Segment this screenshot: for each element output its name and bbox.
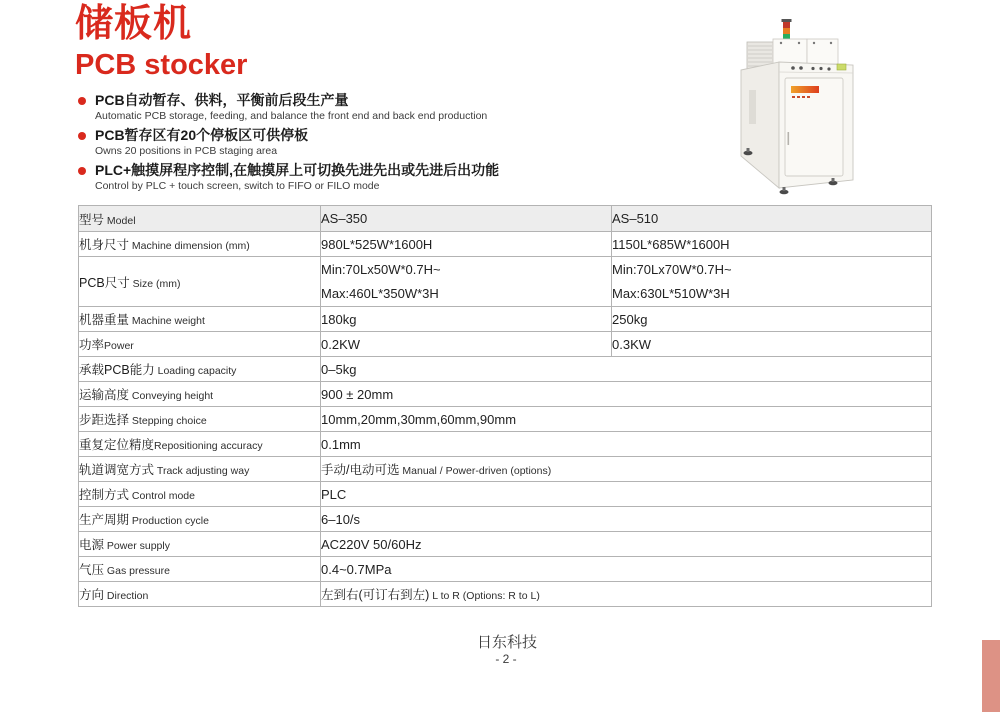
cell-value-as350: 0.2KW <box>321 332 612 357</box>
table-row <box>79 232 932 257</box>
row-label-en: Loading capacity <box>154 365 237 377</box>
row-label-zh: 重复定位精度 <box>79 438 155 452</box>
cell-value-shared <box>321 582 932 607</box>
row-label-en: Power <box>104 340 134 352</box>
feature-text-zh: PLC+触摸屏程序控制,在触摸屏上可切换先进先出或先进后出功能 <box>95 162 500 178</box>
cell-value-shared: 6–10/s <box>321 507 932 532</box>
row-label-zh: 型号 <box>79 212 105 227</box>
row-label-zh: 机身尺寸 <box>79 238 130 252</box>
cell-value-shared: 0.4~0.7MPa <box>321 557 932 582</box>
cell-value-shared: 0–5kg <box>321 357 932 382</box>
row-label-en: Gas pressure <box>104 565 170 577</box>
row-label-zh: 承载PCB能力 <box>79 363 155 377</box>
cell-value-zh: 左到右(可订右到左) <box>321 588 430 602</box>
row-label-zh: 电源 <box>79 538 105 552</box>
cell-value-shared: 900 ± 20mm <box>321 382 932 407</box>
row-label-zh: 机器重量 <box>79 313 130 327</box>
page-title-zh: 储板机 <box>75 3 193 45</box>
feature-text-en: Control by PLC + touch screen, switch to FIFO or FILO mode <box>95 180 380 192</box>
feature-text-zh: PCB自动暂存、供料，平衡前后段生产量 <box>95 92 349 108</box>
table-row <box>79 332 932 357</box>
table-row <box>79 407 932 432</box>
feature-text-en: Owns 20 positions in PCB staging area <box>95 145 278 157</box>
feature-item <box>78 92 698 122</box>
pcb-size-max: Max:630L*510W*3H <box>612 285 730 301</box>
pcb-size-min: Min:70Lx70W*0.7H~ <box>612 261 732 277</box>
row-label-zh: 运输高度 <box>79 388 130 402</box>
table-row <box>79 257 932 307</box>
cell-value-en: L to R (Options: R to L) <box>429 590 540 602</box>
cell-value-shared: AC220V 50/60Hz <box>321 532 932 557</box>
row-label-zh: 步距选择 <box>79 413 130 427</box>
row-label-zh: 控制方式 <box>79 488 130 502</box>
table-row <box>79 507 932 532</box>
table-row <box>79 482 932 507</box>
cell-value-as510: 0.3KW <box>612 332 932 357</box>
table-row <box>79 382 932 407</box>
row-label-zh: 生产周期 <box>79 513 130 527</box>
table-header-row <box>79 206 932 232</box>
cell-value-shared: PLC <box>321 482 932 507</box>
spec-table <box>78 205 932 607</box>
row-label-en: Stepping choice <box>129 415 207 427</box>
model-as510-header: AS–510 <box>612 206 932 232</box>
row-label-en: Conveying height <box>129 390 214 402</box>
table-row <box>79 582 932 607</box>
row-label-en: Machine dimension (mm) <box>129 240 250 252</box>
row-label-zh: 气压 <box>79 563 105 577</box>
bullet-dot-icon <box>78 132 86 140</box>
row-label-zh: PCB尺寸 <box>79 275 130 290</box>
cell-value-as350: 180kg <box>321 307 612 332</box>
row-label-zh: 功率 <box>79 338 105 352</box>
side-accent-strip <box>982 640 1000 712</box>
cell-value-shared: 0.1mm <box>321 432 932 457</box>
table-row <box>79 457 932 482</box>
feature-text-zh: PCB暂存区有20个停板区可供停板 <box>95 127 309 143</box>
feature-item <box>78 127 698 157</box>
row-label-en: Machine weight <box>129 315 205 327</box>
product-photo <box>735 6 887 198</box>
model-as350-header: AS–350 <box>321 206 612 232</box>
cell-value-shared <box>321 457 932 482</box>
row-label-en: Track adjusting way <box>154 465 250 477</box>
cell-value-shared: 10mm,20mm,30mm,60mm,90mm <box>321 407 932 432</box>
table-row <box>79 357 932 382</box>
row-label-en: Model <box>104 214 136 227</box>
bullet-dot-icon <box>78 97 86 105</box>
table-row <box>79 557 932 582</box>
pcb-size-max: Max:460L*350W*3H <box>321 285 439 301</box>
footer-company: 日东科技 <box>476 634 537 651</box>
row-label-en: Direction <box>104 590 149 602</box>
table-row <box>79 432 932 457</box>
row-label-en: Size (mm) <box>129 277 181 290</box>
row-label-zh: 轨道调宽方式 <box>79 463 155 477</box>
cell-value-as510 <box>612 257 932 307</box>
row-label-en: Power supply <box>104 540 170 552</box>
cell-value-as350: 980L*525W*1600H <box>321 232 612 257</box>
row-label-en: Production cycle <box>129 515 209 527</box>
row-label-en: Control mode <box>129 490 195 502</box>
feature-text-en: Automatic PCB storage, feeding, and balance the front end and back end production <box>95 110 488 122</box>
cell-value-as510: 250kg <box>612 307 932 332</box>
footer-page-number: - 2 - <box>495 652 517 666</box>
row-label-en: Repositioning accuracy <box>154 440 263 452</box>
cell-value-en: Manual / Power-driven (options) <box>399 465 552 477</box>
table-row <box>79 532 932 557</box>
pcb-size-min: Min:70Lx50W*0.7H~ <box>321 261 441 277</box>
cell-value-zh: 手动/电动可选 <box>321 463 400 477</box>
row-label-zh: 方向 <box>79 588 105 602</box>
page-title-en: PCB stocker <box>75 49 248 81</box>
feature-list <box>78 92 698 197</box>
feature-item <box>78 162 698 192</box>
cell-value-as350 <box>321 257 612 307</box>
cell-value-as510: 1150L*685W*1600H <box>612 232 932 257</box>
bullet-dot-icon <box>78 167 86 175</box>
table-row <box>79 307 932 332</box>
